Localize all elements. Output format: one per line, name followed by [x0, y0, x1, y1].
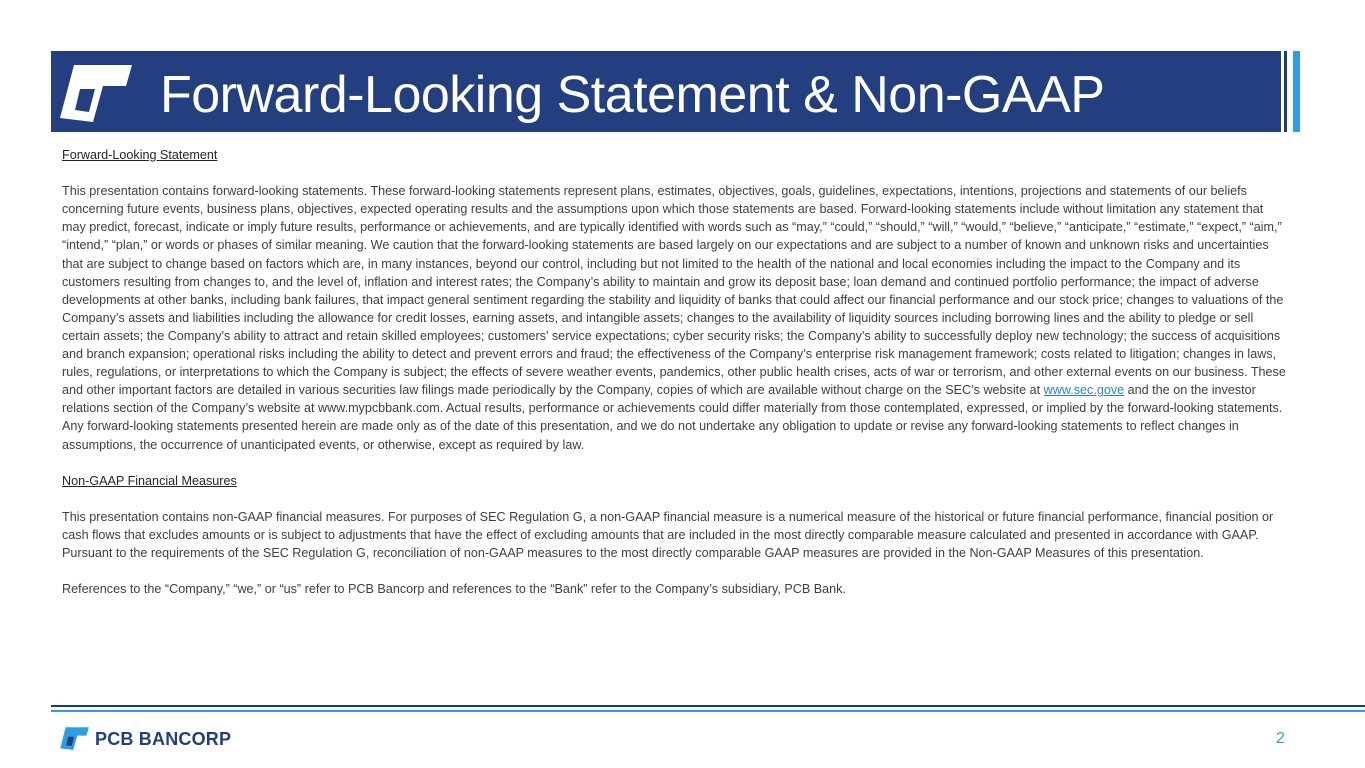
sec-website-link[interactable]: www.sec.gove	[1043, 383, 1125, 398]
forward-looking-text-part2: and the on the investor relations section of the Company’s website at www.mypcbbank.com. Actual results, performance or achievements could differ materially from those contemplated, expressed, or implied by the forward-looking statements. Any forward-looking statements presented herein are made only as of the date of this presentation, and we do not undertake any obligation to update or revise any forward-looking statements to reflect changes in assumptions, the occurrence of unanticipated events, or otherwise, except as required by law.	[62, 383, 1283, 452]
pcb-logo-icon	[60, 726, 89, 750]
non-gaap-paragraph: This presentation contains non-GAAP financial measures. For purposes of SEC Regulation G, a non-GAAP financial measure is a numerical measure of the historical or future financial performance, financial position or cash flows that excludes amounts or is subject to adjustments that have the effect of excluding amounts that are included in the most directly comparable measure calculated and presented in accordance with GAAP. Pursuant to the requirements of the SEC Regulation G, reconciliation of non-GAAP measures to the most directly comparable GAAP measures are provided in the Non-GAAP Measures of this presentation.	[62, 509, 1274, 561]
header-accent-stripe-dark	[1284, 51, 1287, 132]
footer-rule-dark	[51, 705, 1365, 707]
forward-looking-heading: Forward-Looking Statement	[62, 148, 218, 162]
header-accent-stripe-light	[1293, 51, 1300, 132]
forward-looking-text-part1: This presentation contains forward-looking statements. These forward-looking statements represent plans, estimates, objectives, goals, guidelines, expectations, intentions, projections and statements of our beliefs concerning future events, business plans, objectives, expected operating results and the assumptions upon which those statements are based. Forward-looking statements include without limitation any statement that may predict, forecast, indicate or imply future results, performance or achievements, and are typically identified with words such as “may,” “could,” “should,” “will,” “would,” “believe,” “anticipate,” “estimate,” “expect,” “aim,” “intend,” “plan,” or words or phases of similar meaning. We caution that the forward-looking statements are based largely on our expectations and are subject to a number of known and unknown risks and uncertainties that are subject to change based on factors which are, in many instances, beyond our control, including but not limited to the health of the national and local economies including the impact to the Company and its customers resulting from changes to, and the level of, inflation and interest rates; the Company’s ability to maintain and grow its deposit base; loan demand and continued portfolio performance; the impact of adverse developments at other banks, including bank failures, that impact general sentiment regarding the stability and liquidity of banks that could affect our financial performance and our stock price; changes to valuations of the Company’s assets and liabilities including the allowance for credit losses, earning assets, and intangible assets; changes to the availability of liquidity sources including borrowing lines and the ability to pledge or sell certain assets; the Company's ability to attract and retain skilled employees; customers' service expectations; cyber security risks; the Company's ability to successfully deploy new technology; the success of acquisitions and branch expansion; operational risks including the ability to detect and prevent errors and fraud; the effectiveness of the Company’s enterprise risk management framework; costs related to litigation; changes in laws, rules, regulations, or interpretations to which the Company is subject; the effects of severe weather events, pandemics, other public health crises, acts of war or terrorism, and other external events on our business. These and other important factors are detailed in various securities law filings made periodically by the Company, copies of which are available without charge on the SEC’s website at	[62, 184, 1286, 398]
content-body	[62, 146, 1290, 598]
page-number: 2	[1276, 730, 1285, 747]
page-title: Forward-Looking Statement & Non-GAAP	[160, 66, 1105, 124]
references-paragraph: References to the “Company,” “we,” or “us” refer to PCB Bancorp and references to the “Bank” refer to the Company’s subsidiary, PCB Bank.	[62, 582, 846, 597]
forward-looking-paragraph	[62, 182, 1290, 453]
footer-brand-name: PCB BANCORP	[95, 729, 232, 749]
pcb-logo-icon	[60, 62, 132, 122]
non-gaap-heading: Non-GAAP Financial Measures	[62, 473, 237, 488]
footer-rule-light	[51, 710, 1365, 712]
